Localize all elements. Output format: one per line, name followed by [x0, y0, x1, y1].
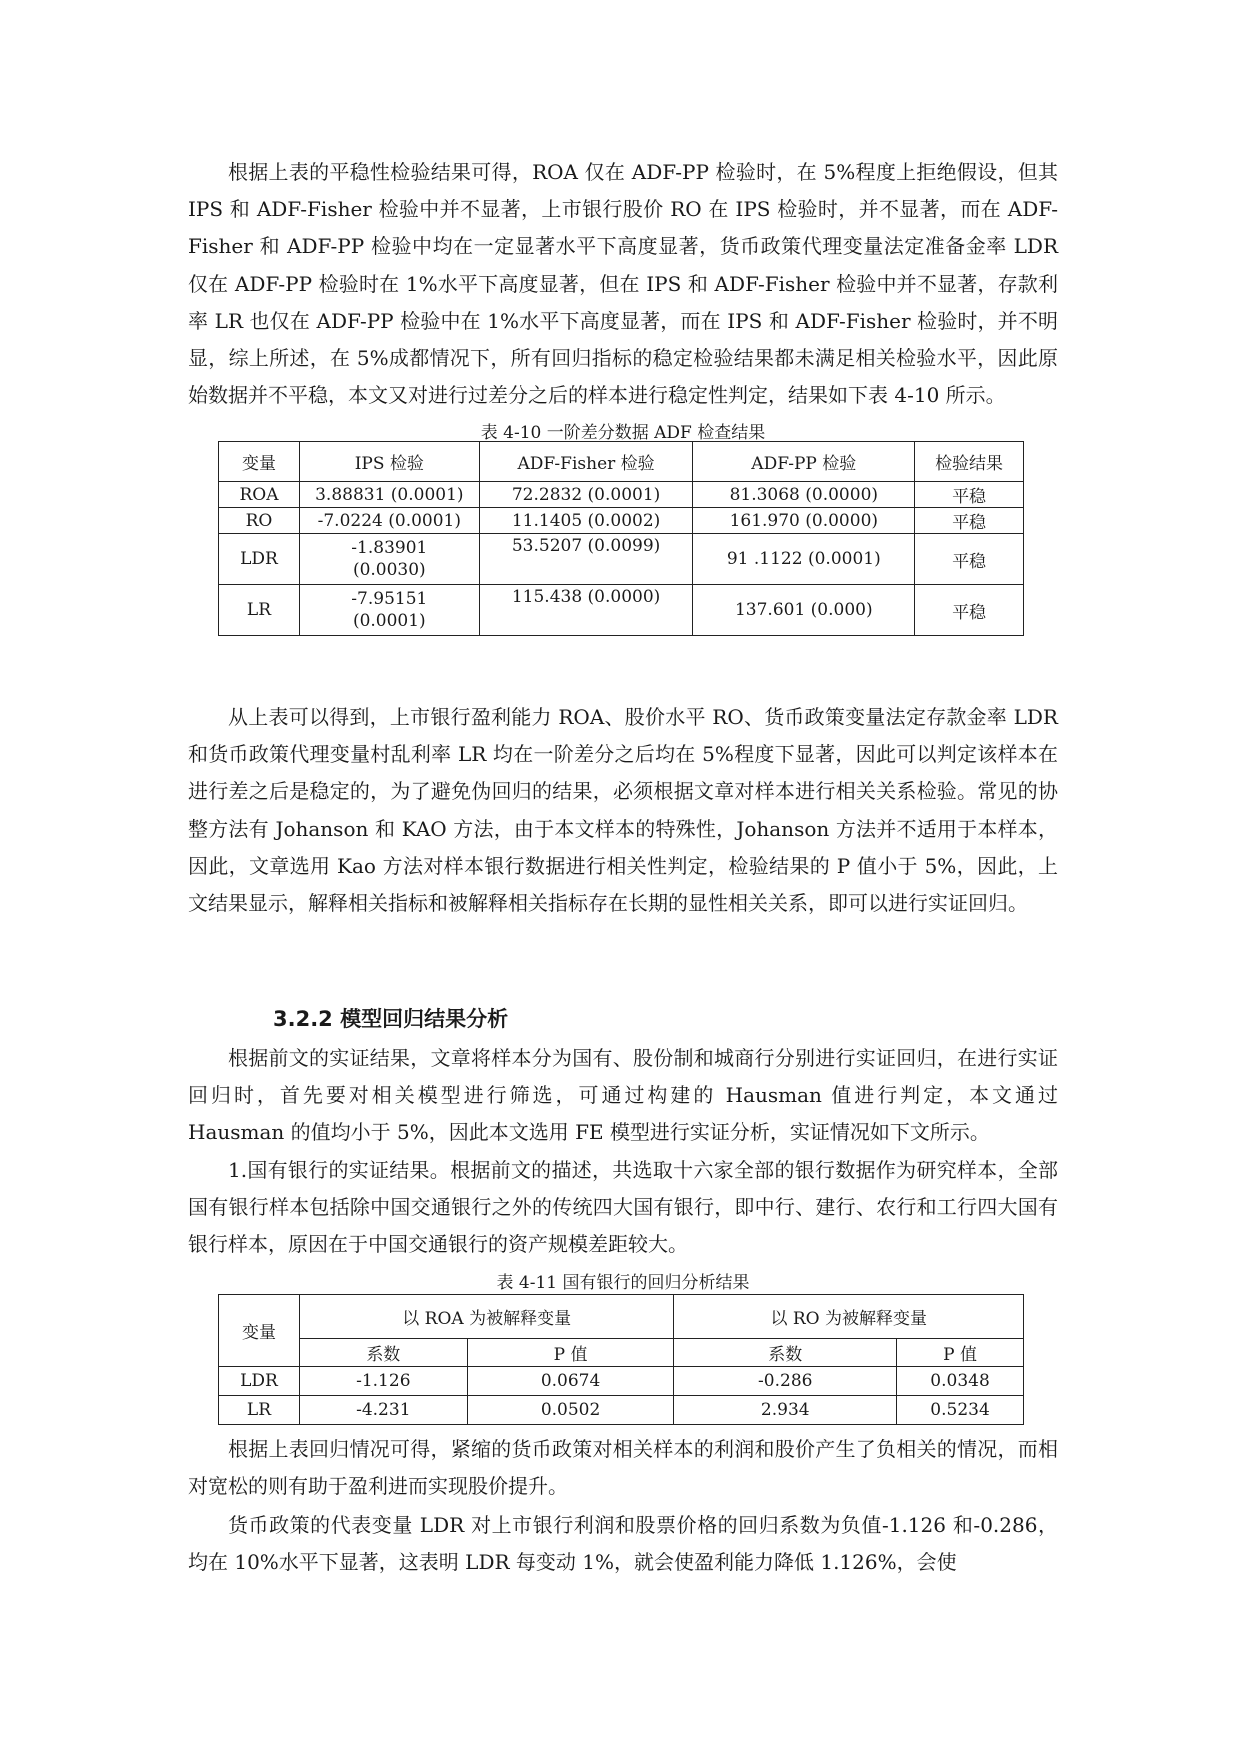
table-4-11-caption: 表 4-11 国有银行的回归分析结果 [496, 1273, 750, 1293]
table-cell: 11.1405 (0.0002) [479, 508, 693, 534]
table-cell: LDR [219, 534, 300, 585]
table-subheader-row [219, 1339, 1024, 1367]
table-cell: ROA [219, 482, 300, 508]
table-row [219, 585, 1024, 636]
table-row [219, 482, 1024, 508]
table-cell: 平稳 [915, 585, 1024, 636]
table-cell: 115.438 (0.0000) [479, 585, 693, 636]
table-row [219, 534, 1024, 585]
table-row [219, 1396, 1024, 1425]
table-header-row [219, 442, 1024, 482]
paragraph-stationarity-results: 根据上表的平稳性检验结果可得，ROA 仅在 ADF-PP 检验时，在 5%程度上拒绝假设，但其 IPS 和 ADF-Fisher 检验中并不显著，上市银行股价 RO 在 IPS 检验时，并不显著，而在 ADF-Fisher 和 ADF-PP 检验中均在一定显著水平下高度显著，货币政策代理变量法定准备金率 LDR 仅在 ADF-PP 检验时在 1%水平下高度显著，但在 IPS 和 ADF-Fisher 检验中并不显著，存款利率 LR 也仅在 ADF-PP 检验中在 1%水平下高度显著，而在 IPS 和 ADF-Fisher 检验时，并不明显，综上所述，在 5%成都情况下，所有回归指标的稳定检验结果都未满足相关检验水平，因此原始数据并不平稳，本文又对进行过差分之后的样本进行稳定性判定，结果如下表 4-10 所示。 [188, 160, 1058, 408]
paragraph-model-selection: 根据前文的实证结果，文章将样本分为国有、股份制和城商行分别进行实证回归，在进行实证回归时，首先要对相关模型进行筛选，可通过构建的 Hausman 值进行判定，本文通过 Hausman 的值均小于 5%，因此本文选用 FE 模型进行实证分析，实证情况如下文所示。 [188, 1046, 1058, 1145]
header-cell-roa-group: 以 ROA 为被解释变量 [299, 1295, 674, 1339]
table-cell: 0.0502 [467, 1396, 674, 1425]
table-cell: 81.3068 (0.0000) [693, 482, 915, 508]
table-cell: 0.0674 [467, 1367, 674, 1396]
table-cell: 0.0348 [897, 1367, 1024, 1396]
table-cell: 91 .1122 (0.0001) [693, 534, 915, 585]
table-header-row [219, 1295, 1024, 1339]
table-cell: 72.2832 (0.0001) [479, 482, 693, 508]
paragraph-ldr-interpretation: 货币政策的代表变量 LDR 对上市银行利润和股票价格的回归系数为负值-1.126 和-0.286，均在 10%水平下显著，这表明 LDR 每变动 1%，就会使盈利能力降低 1.126%，会使 [188, 1513, 1058, 1575]
paragraph-state-banks: 1.国有银行的实证结果。根据前文的描述，共选取十六家全部的银行数据作为研究样本，全部国有银行样本包括除中国交通银行之外的传统四大国有银行，即中行、建行、农行和工行四大国有银行样本，原因在于中国交通银行的资产规模差距较大。 [188, 1158, 1058, 1257]
table-cell: 0.5234 [897, 1396, 1024, 1425]
table-cell: 161.970 (0.0000) [693, 508, 915, 534]
table-cell: 平稳 [915, 482, 1024, 508]
table-cell: LR [219, 1396, 300, 1425]
table-cell: -4.231 [299, 1396, 467, 1425]
header-cell: ADF-PP 检验 [693, 442, 915, 482]
table-cell: 平稳 [915, 508, 1024, 534]
table-cell: 3.88831 (0.0001) [299, 482, 479, 508]
table-4-11 [218, 1294, 1024, 1425]
header-cell: 系数 [674, 1339, 897, 1367]
header-cell: IPS 检验 [299, 442, 479, 482]
table-4-10-caption: 表 4-10 一阶差分数据 ADF 检查结果 [480, 423, 766, 443]
table-cell: 2.934 [674, 1396, 897, 1425]
table-cell: 53.5207 (0.0099) [479, 534, 693, 585]
table-cell: -1.126 [299, 1367, 467, 1396]
table-cell: -7.0224 (0.0001) [299, 508, 479, 534]
table-cell: -1.83901 (0.0030) [299, 534, 479, 585]
table-cell: -0.286 [674, 1367, 897, 1396]
table-cell: RO [219, 508, 300, 534]
table-cell: 平稳 [915, 534, 1024, 585]
header-cell-variable: 变量 [219, 1295, 300, 1367]
paragraph-regression-summary: 根据上表回归情况可得，紧缩的货币政策对相关样本的利润和股价产生了负相关的情况，而相对宽松的则有助于盈利进而实现股价提升。 [188, 1437, 1058, 1499]
table-row [219, 508, 1024, 534]
table-cell: LDR [219, 1367, 300, 1396]
table-cell: 137.601 (0.000) [693, 585, 915, 636]
header-cell: P 值 [897, 1339, 1024, 1367]
header-cell: 变量 [219, 442, 300, 482]
table-row [219, 1367, 1024, 1396]
paragraph-cointegration: 从上表可以得到，上市银行盈利能力 ROA、股价水平 RO、货币政策变量法定存款金率 LDR 和货币政策代理变量村乱利率 LR 均在一阶差分之后均在 5%程度下显著，因此可以判定该样本在进行差之后是稳定的，为了避免伪回归的结果，必须根据文章对样本进行相关关系检验。常见的协整方法有 Johanson 和 KAO 方法，由于本文样本的特殊性，Johanson 方法并不适用于本样本，因此，文章选用 Kao 方法对样本银行数据进行相关性判定，检验结果的 P 值小于 5%，因此，上文结果显示，解释相关指标和被解释相关指标存在长期的显性相关关系，即可以进行实证回归。 [188, 705, 1058, 916]
table-4-10 [218, 441, 1024, 636]
table-cell: -7.95151 (0.0001) [299, 585, 479, 636]
section-heading-3-2-2: 3.2.2 模型回归结果分析 [273, 1007, 509, 1031]
header-cell: 系数 [299, 1339, 467, 1367]
header-cell: 检验结果 [915, 442, 1024, 482]
table-cell: LR [219, 585, 300, 636]
header-cell-ro-group: 以 RO 为被解释变量 [674, 1295, 1024, 1339]
header-cell: P 值 [467, 1339, 674, 1367]
header-cell: ADF-Fisher 检验 [479, 442, 693, 482]
